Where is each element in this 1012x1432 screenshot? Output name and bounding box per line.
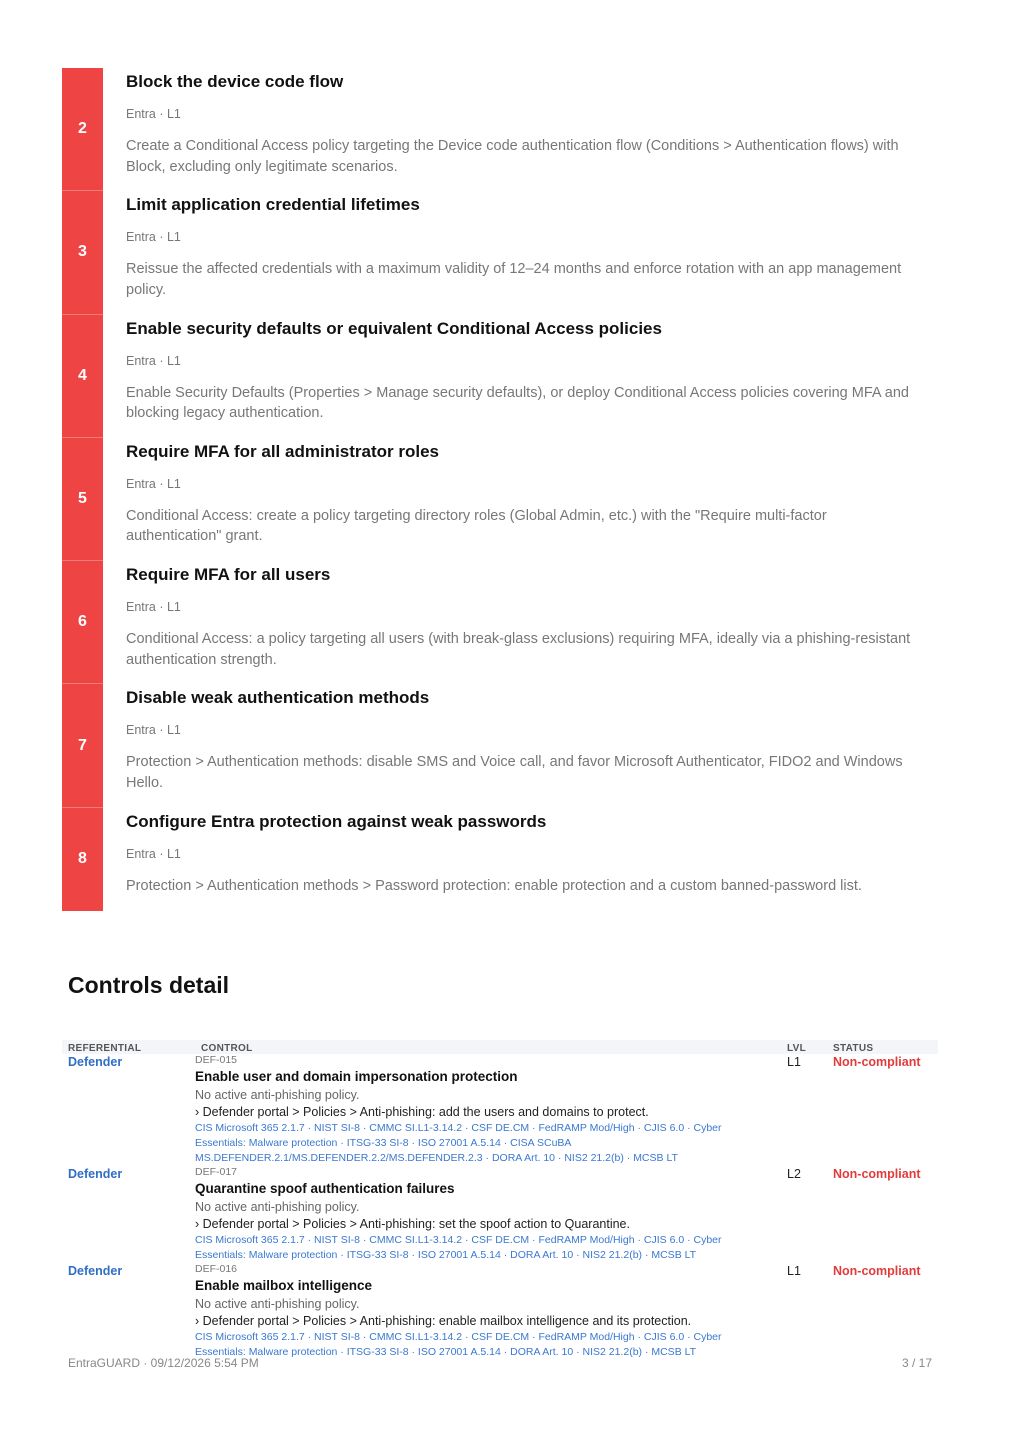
step-title: Disable weak authentication methods — [126, 688, 430, 708]
step-number: 5 — [62, 438, 103, 561]
controls-table — [62, 1040, 938, 1360]
control-cell — [195, 1166, 781, 1263]
referential-cell: Defender — [68, 1055, 123, 1069]
step-body — [103, 808, 926, 911]
step-title: Configure Entra protection against weak passwords — [126, 811, 547, 831]
step-item — [62, 561, 942, 684]
step-number: 7 — [62, 684, 103, 807]
section-title: Controls detail — [68, 972, 230, 998]
step-body — [103, 561, 926, 684]
control-finding: No active anti-phishing policy. — [195, 1200, 360, 1214]
step-item — [62, 438, 942, 561]
referential-cell: Defender — [68, 1167, 123, 1181]
table-row — [62, 1054, 938, 1166]
control-id: DEF-017 — [195, 1166, 238, 1178]
step-body — [103, 684, 926, 807]
control-remediation: › Defender portal > Policies > Anti-phishing: set the spoof action to Quarantine. — [195, 1217, 630, 1231]
step-body — [103, 315, 926, 438]
control-remediation: › Defender portal > Policies > Anti-phishing: add the users and domains to protect. — [195, 1105, 649, 1119]
status-badge: Non-compliant — [833, 1167, 921, 1181]
step-meta: Entra · L1 — [126, 846, 181, 861]
level-cell: L2 — [787, 1167, 801, 1181]
step-description: Create a Conditional Access policy targeting the Device code authentication flow (Conditions > Authentication flows) with Block, excluding only legitimate scenarios. — [126, 138, 899, 175]
control-cell — [195, 1054, 781, 1166]
step-description: Conditional Access: create a policy targeting directory roles (Global Admin, etc.) with the "Require multi-factor authentication" grant. — [126, 507, 827, 545]
step-item — [62, 808, 942, 911]
level-cell: L1 — [787, 1264, 801, 1278]
step-item — [62, 68, 942, 191]
table-row — [62, 1263, 938, 1360]
control-finding: No active anti-phishing policy. — [195, 1297, 360, 1311]
step-number: 4 — [62, 315, 103, 438]
step-meta: Entra · L1 — [126, 230, 181, 245]
step-title: Require MFA for all users — [126, 565, 331, 585]
step-meta: Entra · L1 — [126, 723, 181, 738]
step-item — [62, 684, 942, 807]
status-badge: Non-compliant — [833, 1055, 921, 1069]
step-body — [103, 68, 926, 191]
step-number: 2 — [62, 68, 103, 191]
column-header-control: CONTROL — [201, 1042, 253, 1054]
step-description: Protection > Authentication methods: disable SMS and Voice call, and favor Microsoft Authenticator, FIDO2 and Windows Hello. — [126, 754, 903, 791]
table-header-row — [62, 1040, 938, 1054]
step-meta: Entra · L1 — [126, 107, 181, 121]
control-remediation: › Defender portal > Policies > Anti-phishing: enable mailbox intelligence and its protection. — [195, 1314, 692, 1328]
remediation-steps-list — [62, 68, 942, 911]
level-cell: L1 — [787, 1055, 801, 1069]
referential-cell: Defender — [68, 1264, 123, 1278]
step-body — [103, 438, 926, 561]
status-badge: Non-compliant — [833, 1264, 921, 1278]
step-meta: Entra · L1 — [126, 353, 181, 368]
control-id: DEF-015 — [195, 1054, 238, 1066]
step-number: 6 — [62, 561, 103, 684]
step-title: Require MFA for all administrator roles — [126, 441, 439, 461]
step-title: Limit application credential lifetimes — [126, 195, 420, 215]
column-header-status: STATUS — [833, 1042, 874, 1054]
control-framework-refs: CIS Microsoft 365 2.1.7 · NIST SI-8 · CMMC SI.L1-3.14.2 · CSF DE.CM · FedRAMP Mod/High · CJIS 6.0 · Cyber Essentials: Malware protection · ITSG-33 SI-8 · ISO 27001 A.5.14 · DORA Art. 10 · NIS2 21.2(b) · MCSB LT — [195, 1234, 722, 1261]
step-description: Enable Security Defaults (Properties > Manage security defaults), or deploy Conditional Access policies covering MFA and blocking legacy authentication. — [126, 384, 909, 422]
step-description: Reissue the affected credentials with a maximum validity of 12–24 months and enforce rotation with an app management policy. — [126, 261, 902, 298]
control-finding: No active anti-phishing policy. — [195, 1088, 360, 1102]
step-meta: Entra · L1 — [126, 476, 181, 491]
control-title: Enable user and domain impersonation protection — [195, 1069, 518, 1084]
control-id: DEF-016 — [195, 1263, 238, 1275]
footer-page-number: 3 / 17 — [901, 1356, 932, 1370]
step-number: 8 — [62, 808, 103, 911]
control-framework-refs: CIS Microsoft 365 2.1.7 · NIST SI-8 · CMMC SI.L1-3.14.2 · CSF DE.CM · FedRAMP Mod/High · CJIS 6.0 · Cyber Essentials: Malware protection · ITSG-33 SI-8 · ISO 27001 A.5.14 · DORA Art. 10 · NIS2 21.2(b) · MCSB LT — [195, 1331, 722, 1358]
footer-app-timestamp: EntraGUARD · 09/12/2026 5:54 PM — [68, 1356, 259, 1370]
step-title: Block the device code flow — [126, 72, 344, 91]
table-row — [62, 1166, 938, 1263]
control-cell — [195, 1263, 781, 1360]
step-meta: Entra · L1 — [126, 600, 181, 615]
step-body — [103, 191, 926, 314]
step-item — [62, 191, 942, 314]
step-item — [62, 315, 942, 438]
control-title: Enable mailbox intelligence — [195, 1278, 373, 1293]
step-number: 3 — [62, 191, 103, 314]
step-title: Enable security defaults or equivalent Conditional Access policies — [126, 318, 662, 338]
control-framework-refs: CIS Microsoft 365 2.1.7 · NIST SI-8 · CMMC SI.L1-3.14.2 · CSF DE.CM · FedRAMP Mod/High · CJIS 6.0 · Cyber Essentials: Malware protection · ITSG-33 SI-8 · ISO 27001 A.5.14 · CISA SCuBA MS.DEFENDER.2.1/MS.DEFENDER.2.2/MS.DEFENDER.2.3 · DORA Art. 10 · NIS2 21.2(b) · MCSB LT — [195, 1122, 722, 1164]
step-description: Conditional Access: a policy targeting all users (with break-glass exclusions) requiring MFA, ideally via a phishing-resistant authentication strength. — [126, 631, 911, 668]
step-description: Protection > Authentication methods > Password protection: enable protection and a custom banned-password list. — [126, 877, 862, 894]
column-header-level: LVL — [787, 1042, 807, 1054]
control-title: Quarantine spoof authentication failures — [195, 1181, 455, 1196]
column-header-referential: REFERENTIAL — [68, 1042, 142, 1054]
